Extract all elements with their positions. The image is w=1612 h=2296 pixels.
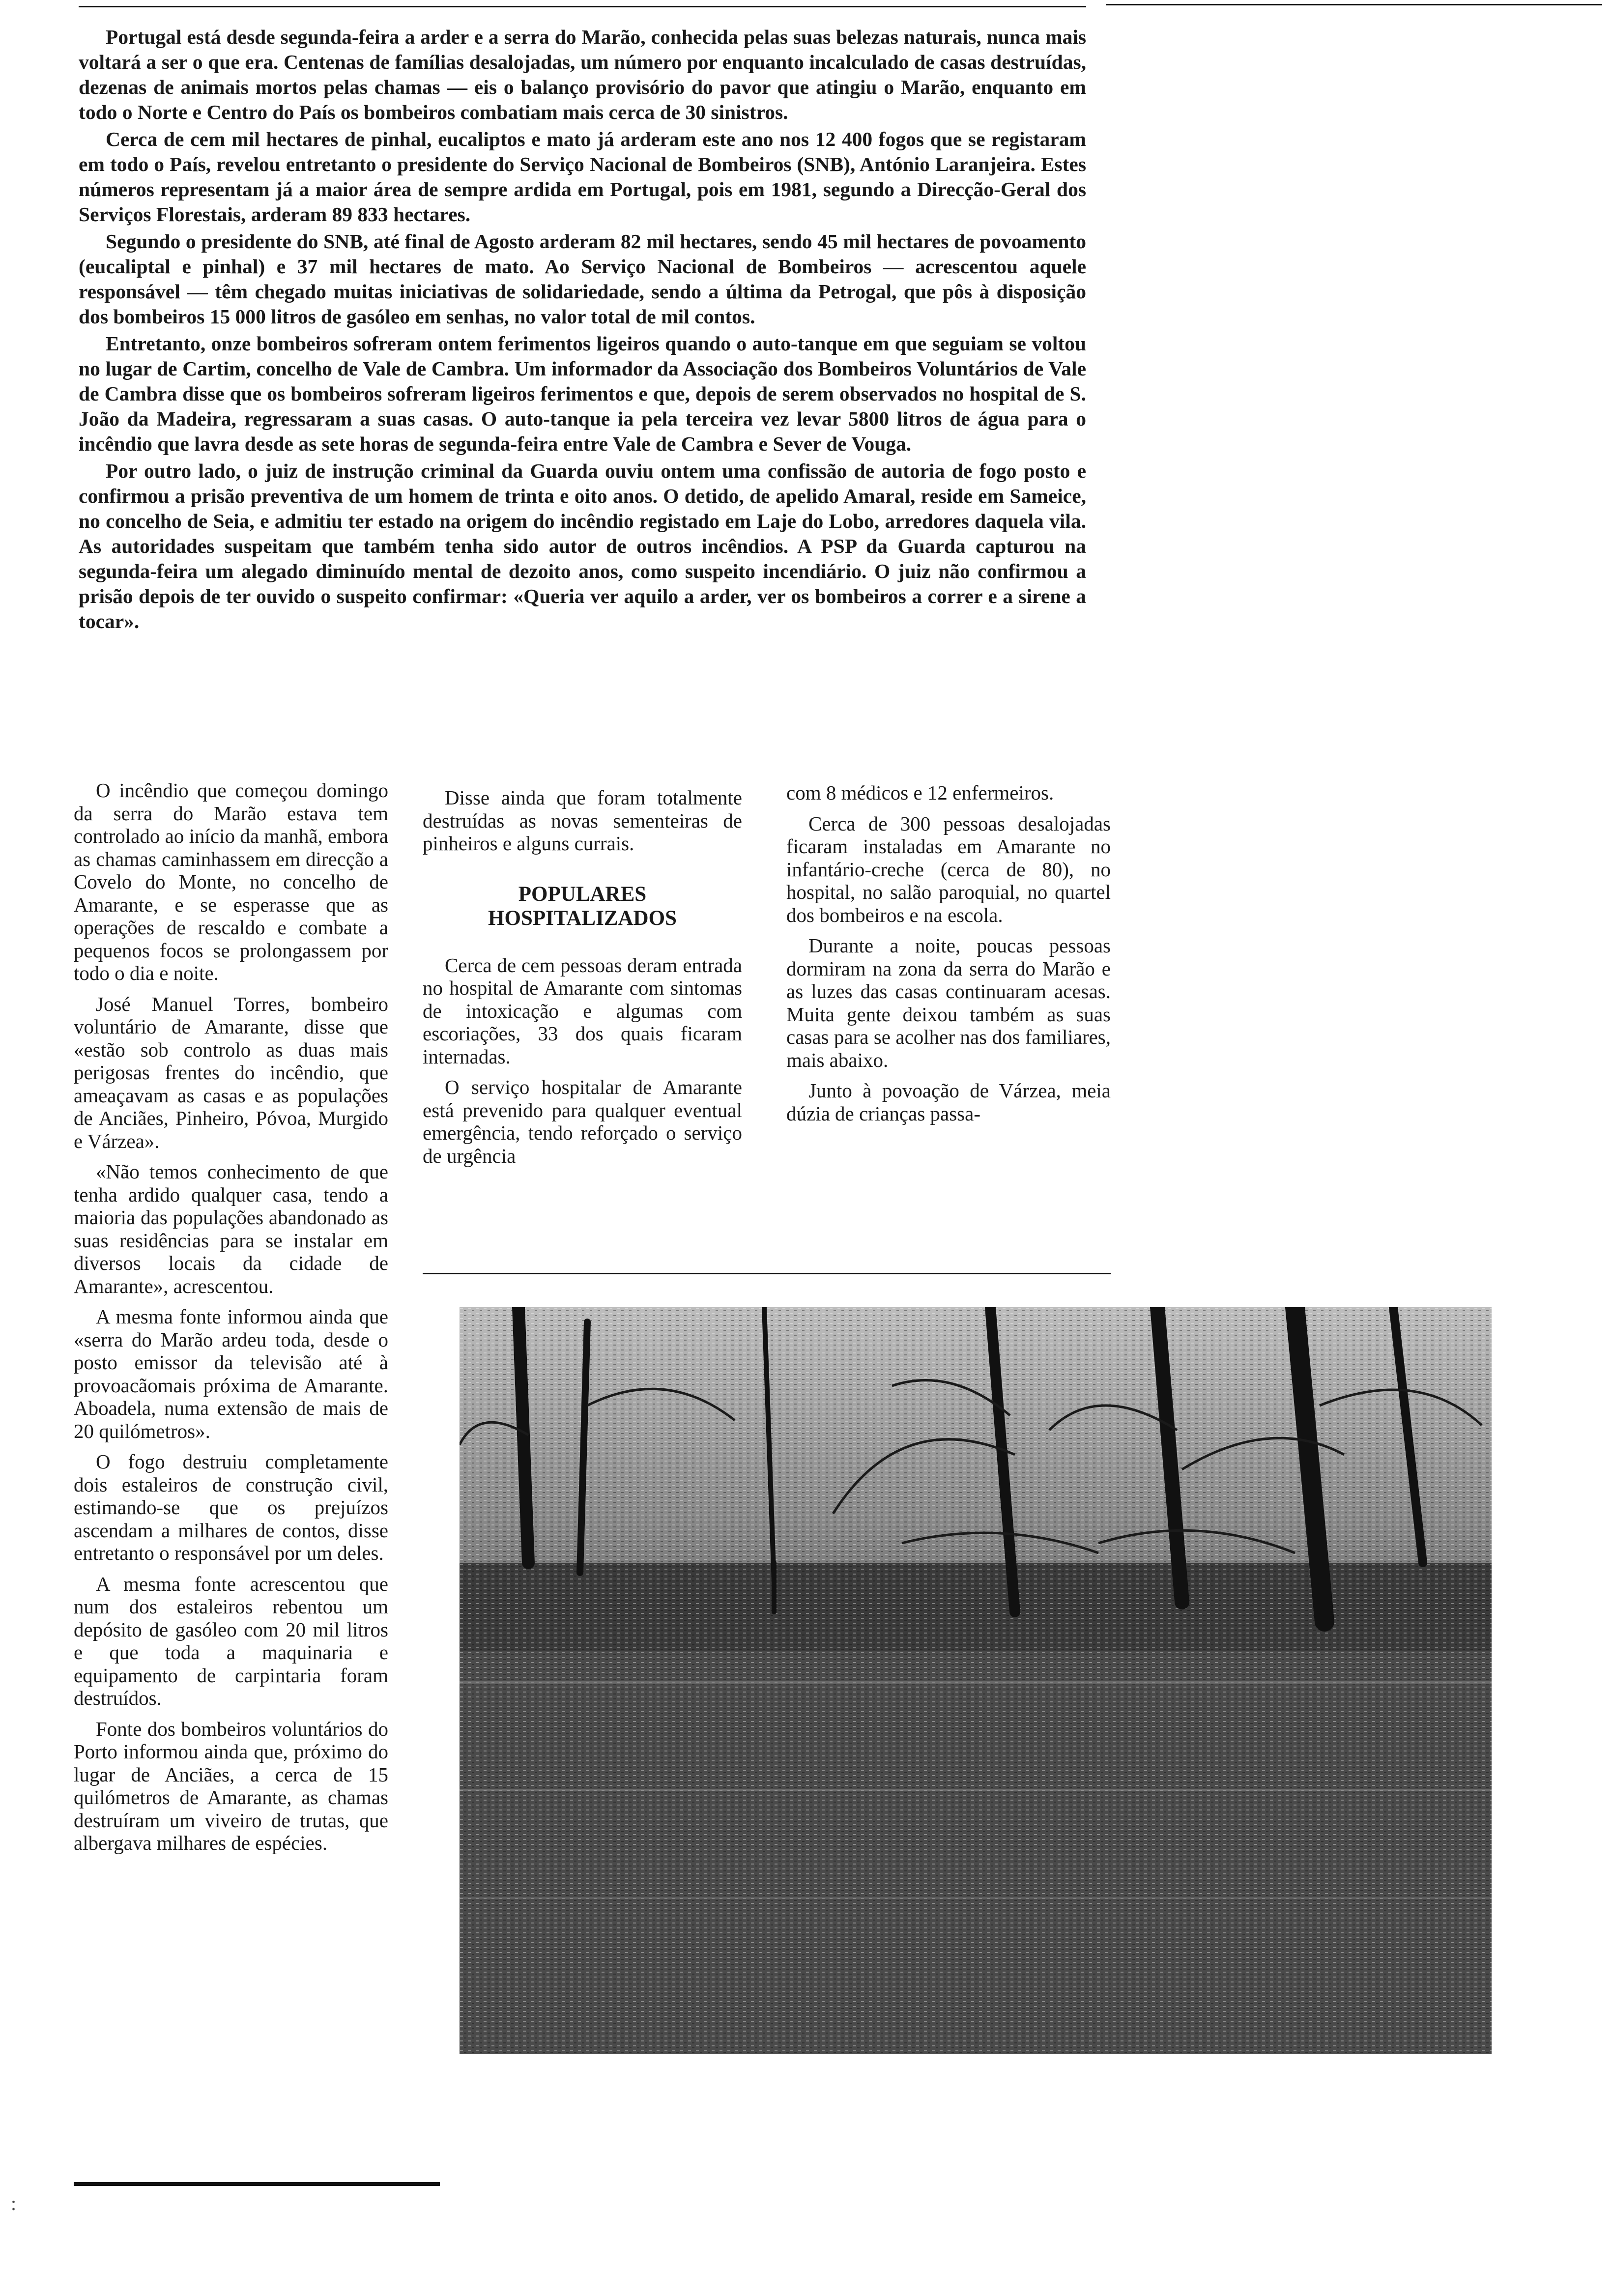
photo-top-rule	[423, 1273, 1111, 1274]
body-paragraph: Disse ainda que foram totalmente destruídas as novas sementeiras de pinheiros e alguns currais.	[423, 786, 742, 855]
column-end-rule	[74, 2182, 440, 2186]
body-paragraph: Cerca de cem pessoas deram entrada no hospital de Amarante com sintomas de intoxicação e algumas com escoriações, 33 dos quais ficaram internadas.	[423, 953, 742, 1068]
body-paragraph: José Manuel Torres, bombeiro voluntário de Amarante, disse que «estão sob controlo as duas mais perigosas frentes do incêndio, que ameaçavam as casas e as populações de Anciães, Pinheiro, Póvoa, Murgido e Várzea».	[74, 992, 388, 1152]
body-paragraph: O fogo destruiu completamente dois estaleiros de construção civil, estimando-se que os prejuízos ascendam a milhares de contos, disse entretanto o responsável por um deles.	[74, 1450, 388, 1564]
body-paragraph: Fonte dos bombeiros voluntários do Porto informou ainda que, próximo do lugar de Anciães, a cerca de 15 quilómetros de Amarante, as chamas destruíram um viveiro de trutas, que albergava milhares de espécies.	[74, 1717, 388, 1854]
lead-section	[79, 25, 1086, 636]
news-photo	[460, 1307, 1492, 2054]
lead-paragraph: Entretanto, onze bombeiros sofreram ontem ferimentos ligeiros quando o auto-tanque em que seguiam se voltou no lugar de Cartim, concelho de Vale de Cambra. Um informador da Associação dos Bombeiros Voluntários de Vale de Cambra disse que os bombeiros sofreram ligeiros ferimentos e que, depois de serem observados no hospital de S. João da Madeira, regressaram a suas casas. O auto-tanque ia pela terceira vez levar 5800 litros de água para o incêndio que lavra desde as sete horas de segunda-feira entre Vale de Cambra e Sever de Vouga.	[79, 332, 1086, 455]
body-paragraph: O incêndio que começou domingo da serra do Marão estava tem controlado ao início da manhã, embora as chamas caminhassem em direcção a Covelo do Monte, no concelho de Amarante, e se esperasse que as operações de rescaldo e combate a pequenos focos se prolongassem por todo o dia e noite.	[74, 779, 388, 984]
margin-mark: :	[11, 2192, 17, 2214]
lead-paragraph: Cerca de cem mil hectares de pinhal, eucaliptos e mato já arderam este ano nos 12 400 fogos que se registaram em todo o País, revelou entretanto o presidente do Serviço Nacional de Bombeiros (SNB), António Laranjeira. Estes números representam já a maior área de sempre ardida em Portugal, pois em 1981, segundo a Direcção-Geral dos Serviços Florestais, arderam 89 833 hectares.	[79, 128, 1086, 226]
column-2	[423, 786, 742, 1175]
column-1	[74, 779, 388, 1863]
section-heading: POPULARES HOSPITALIZADOS	[488, 882, 677, 930]
lead-paragraph: Segundo o presidente do SNB, até final de Agosto arderam 82 mil hectares, sendo 45 mil hectares de povoamento (eucaliptal e pinhal) e 37 mil hectares de mato. Ao Serviço Nacional de Bombeiros — acrescentou aquele responsável — têm chegado muitas iniciativas de solidariedade, sendo a última da Petrogal, que pôs à disposição dos bombeiros 15 000 litros de gasóleo em senhas, no valor total de mil contos.	[79, 230, 1086, 328]
body-paragraph: «Não temos conhecimento de que tenha ardido qualquer casa, tendo a maioria das populações abandonado as suas residências para se instalar em diversos locais da cidade de Amarante», acrescentou.	[74, 1160, 388, 1297]
body-paragraph: A mesma fonte acrescentou que num dos estaleiros rebentou um depósito de gasóleo com 20 mil litros e que toda a maquinaria e equipamento de carpintaria foram destruídos.	[74, 1572, 388, 1709]
top-rule	[79, 6, 1086, 7]
body-paragraph: Junto à povoação de Várzea, meia dúzia de crianças passa-	[786, 1079, 1111, 1125]
column-3	[786, 781, 1111, 1133]
body-paragraph: A mesma fonte informou ainda que «serra do Marão ardeu toda, desde o posto emissor da televisão até à provoacãomais próxima de Amarante. Aboadela, numa extensão de mais de 20 quilómetros».	[74, 1305, 388, 1442]
burnt-forest-photo	[460, 1307, 1492, 2054]
body-paragraph: com 8 médicos e 12 enfermeiros.	[786, 781, 1054, 804]
body-paragraph: Cerca de 300 pessoas desalojadas ficaram instaladas em Amarante no infantário-creche (cerca de 80), no hospital, no salão paroquial, no quartel dos bombeiros e na escola.	[786, 812, 1111, 926]
lead-paragraph: Portugal está desde segunda-feira a arder e a serra do Marão, conhecida pelas suas belezas naturais, nunca mais voltará a ser o que era. Centenas de famílias desalojadas, um número por enquanto incalculado de casas destruídas, dezenas de animais mortos pelas chamas — eis o balanço provisório do pavor que atingiu o Marão, enquanto em todo o Norte e Centro do País os bombeiros combatiam mais cerca de 30 sinistros.	[79, 26, 1086, 123]
lead-paragraph: Por outro lado, o juiz de instrução criminal da Guarda ouviu ontem uma confissão de autoria de fogo posto e confirmou a prisão preventiva de um homem de trinta e oito anos. O detido, de apelido Amaral, reside em Sameice, no concelho de Seia, e admitiu ter estado na origem do incêndio registado em Laje do Lobo, arredores daquela vila. As autoridades suspeitam que também tenha sido autor de outros incêndios. A PSP da Guarda capturou na segunda-feira um alegado diminuído mental de dezoito anos, como suspeito incendiário. O juiz não confirmou a prisão depois de ter ouvido o suspeito confirmar: «Queria ver aquilo a arder, ver os bombeiros a correr e a sirene a tocar».	[79, 459, 1086, 632]
body-paragraph: Durante a noite, poucas pessoas dormiram na zona da serra do Marão e as luzes das casas continuaram acesas. Muita gente deixou também as suas casas para se acolher nas dos familiares, mais abaixo.	[786, 934, 1111, 1071]
body-paragraph: O serviço hospitalar de Amarante está prevenido para qualquer eventual emergência, tendo reforçado o serviço de urgência	[423, 1076, 742, 1167]
top-rule-right	[1106, 4, 1602, 5]
